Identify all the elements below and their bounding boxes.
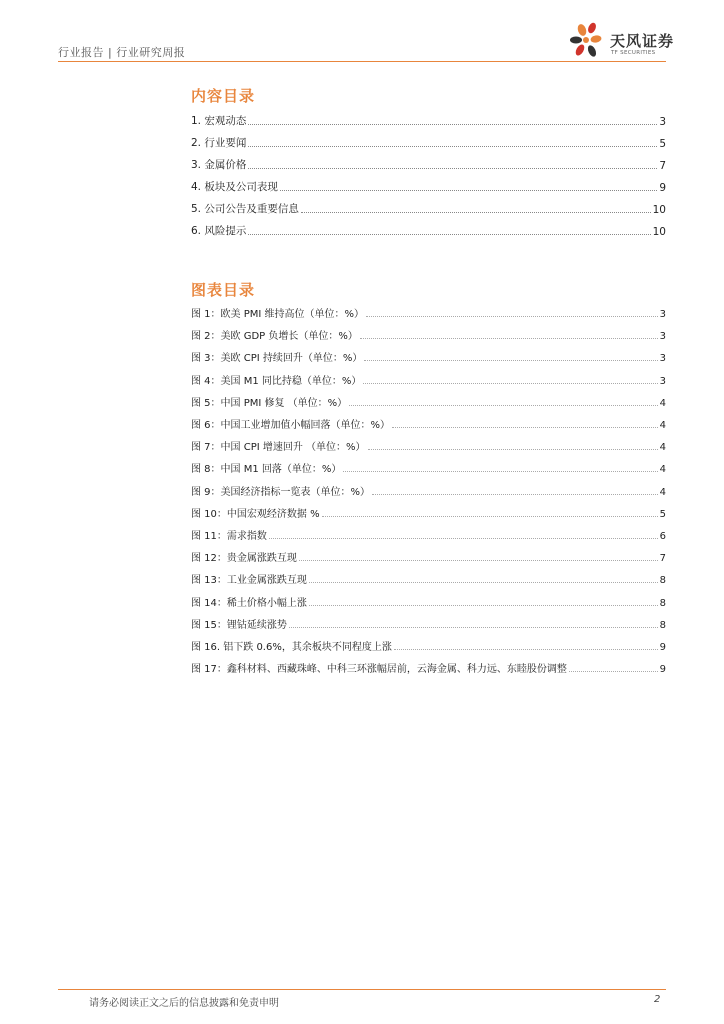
dot-leader <box>394 649 658 650</box>
footer-divider <box>58 989 666 990</box>
contents-entry-label: 3. 金属价格 <box>191 159 247 171</box>
header-divider <box>58 61 666 62</box>
figure-entry-page: 9 <box>659 642 666 653</box>
contents-entry-label: 6. 风险提示 <box>191 225 247 237</box>
figure-entry[interactable] <box>191 639 666 653</box>
figure-entry-page: 8 <box>659 619 666 631</box>
figure-entry-label: 图 16. 铝下跌 0.6%，其余板块不同程度上涨 <box>191 642 392 653</box>
logo-name: 天风证券 <box>610 32 675 50</box>
dot-leader <box>299 560 658 561</box>
figure-entry-page: 8 <box>659 597 666 609</box>
figure-entry-label: 图 2：美欧 GDP 负增长（单位：%） <box>191 331 358 343</box>
figure-entry[interactable] <box>191 550 666 564</box>
figure-entry-page: 4 <box>659 442 666 454</box>
figure-entry[interactable] <box>191 506 666 520</box>
figure-entry[interactable] <box>191 461 666 475</box>
figure-entry-page: 3 <box>659 375 666 387</box>
dot-leader <box>301 212 651 213</box>
figure-entry-page: 9 <box>659 664 666 676</box>
contents-entry[interactable] <box>191 180 666 194</box>
figure-entry[interactable] <box>191 417 666 431</box>
dot-leader <box>392 427 658 428</box>
contents-entry-page: 7 <box>659 160 666 172</box>
figure-entry-label: 图 8：中国 M1 回落（单位：%） <box>191 464 342 476</box>
figure-entry[interactable] <box>191 373 666 387</box>
contents-entry-label: 4. 板块及公司表现 <box>191 181 278 193</box>
figure-entry-label: 图 14：稀土价格小幅上涨 <box>191 597 307 609</box>
dot-leader <box>372 494 658 495</box>
figure-entry[interactable] <box>191 528 666 542</box>
figure-entry[interactable] <box>191 617 666 631</box>
dot-leader <box>364 360 657 361</box>
figure-entry-label: 图 4：美国 M1 同比持稳（单位：%） <box>191 375 362 387</box>
figure-entry[interactable] <box>191 350 666 364</box>
figure-entry[interactable] <box>191 439 666 453</box>
figure-entry[interactable] <box>191 395 666 409</box>
figure-entry-label: 图 17：鑫科材料、西藏珠峰、中科三环涨幅居前，云海金属、科力远、东睦股份调整 <box>191 664 567 676</box>
figure-entry-label: 图 13：工业金属涨跌互现 <box>191 575 307 587</box>
figure-entry-page: 8 <box>659 575 666 587</box>
contents-title: 内容目录 <box>191 87 256 105</box>
dot-leader <box>309 605 658 606</box>
figure-entry-page: 5 <box>659 508 666 520</box>
contents-entry-page: 10 <box>652 226 666 238</box>
figure-entry-page: 4 <box>659 464 666 476</box>
figure-entry[interactable] <box>191 328 666 342</box>
figure-entry-page: 4 <box>659 486 666 498</box>
dot-leader <box>360 338 658 339</box>
dot-leader <box>248 234 650 235</box>
dot-leader <box>309 582 658 583</box>
logo-subtitle: TF SECURITIES <box>611 50 656 56</box>
figure-entry-page: 4 <box>659 420 666 431</box>
contents-entry[interactable] <box>191 202 666 216</box>
page-number: 2 <box>654 994 661 1005</box>
dot-leader <box>363 383 657 384</box>
figure-entry-label: 图 10：中国宏观经济数据 % <box>191 508 320 520</box>
contents-entry-page: 9 <box>659 182 666 194</box>
dot-leader <box>569 671 658 672</box>
figure-entry-page: 3 <box>659 331 666 343</box>
contents-entry[interactable] <box>191 224 666 238</box>
figure-entry-page: 3 <box>659 353 666 365</box>
figure-entry-label: 图 3：美欧 CPI 持续回升（单位：%） <box>191 353 363 365</box>
figure-entry-label: 图 5：中国 PMI 修复 （单位：%） <box>191 397 348 409</box>
figure-entry-label: 图 9：美国经济指标一览表（单位：%） <box>191 486 371 498</box>
figure-entry[interactable] <box>191 661 666 675</box>
dot-leader <box>322 516 658 517</box>
contents-entry[interactable] <box>191 136 666 150</box>
dot-leader <box>343 471 657 472</box>
figure-entry[interactable] <box>191 595 666 609</box>
contents-entry[interactable] <box>191 114 666 128</box>
contents-entry-page: 3 <box>659 116 666 128</box>
figure-entry[interactable] <box>191 306 666 320</box>
contents-entry-label: 5. 公司公告及重要信息 <box>191 203 299 215</box>
figure-entry-page: 7 <box>659 553 666 565</box>
contents-entry[interactable] <box>191 158 666 172</box>
contents-entry-page: 10 <box>652 204 666 216</box>
figure-entry-label: 图 12：贵金属涨跌互现 <box>191 553 297 565</box>
figure-entry[interactable] <box>191 484 666 498</box>
contents-entry-label: 1. 宏观动态 <box>191 115 247 127</box>
dot-leader <box>368 449 658 450</box>
figure-entry-label: 图 7：中国 CPI 增速回升 （单位：%） <box>191 442 366 454</box>
figure-entry-page: 3 <box>659 309 666 320</box>
dot-leader <box>289 627 658 628</box>
breadcrumb: 行业报告 | 行业研究周报 <box>58 46 186 59</box>
figures-title: 图表目录 <box>191 281 256 299</box>
figure-entry-label: 图 1：欧美 PMI 维持高位（单位：%） <box>191 309 365 320</box>
figure-entry[interactable] <box>191 572 666 586</box>
contents-entry-page: 5 <box>659 138 666 150</box>
dot-leader <box>248 146 657 147</box>
footer-disclaimer: 请务必阅读正文之后的信息披露和免责申明 <box>89 998 279 1009</box>
dot-leader <box>248 168 657 169</box>
dot-leader <box>269 538 658 539</box>
figure-entry-label: 图 11：需求指数 <box>191 531 267 542</box>
figure-entry-page: 6 <box>659 531 666 542</box>
figure-entry-label: 图 6：中国工业增加值小幅回落（单位：%） <box>191 420 391 431</box>
dot-leader <box>280 190 657 191</box>
flower-logo-icon <box>568 22 608 62</box>
figure-entry-label: 图 15：锂钴延续涨势 <box>191 619 287 631</box>
contents-entry-label: 2. 行业要闻 <box>191 137 247 149</box>
dot-leader <box>349 405 657 406</box>
company-logo <box>568 22 678 62</box>
figure-entry-page: 4 <box>659 397 666 409</box>
dot-leader <box>248 124 657 125</box>
dot-leader <box>366 316 658 317</box>
